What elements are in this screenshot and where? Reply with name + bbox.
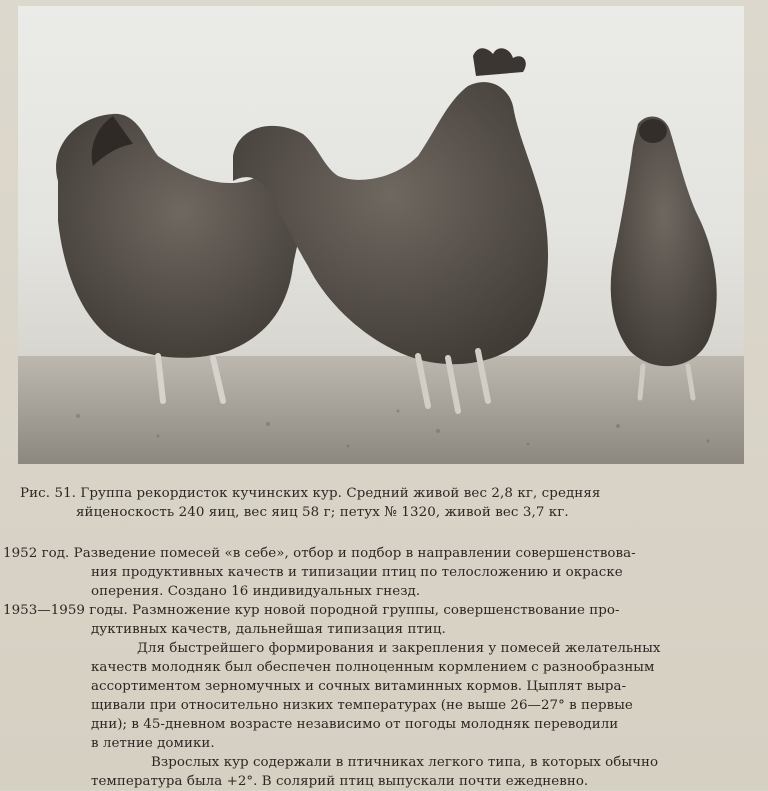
figure-caption: [20, 484, 750, 522]
text-line-9: щивали при относительно низких температурах (не выше 26—27° в первые: [91, 698, 633, 713]
text-line-3: оперения. Создано 16 индивидуальных гнезд.: [91, 584, 421, 599]
caption-line-2: яйценоскость 240 яиц, вес яиц 58 г; петух № 1320, живой вес 3,7 кг.: [76, 505, 569, 520]
chicken-photo: [18, 6, 744, 464]
text-line-13: температура была +2°. В солярий птиц выпускали почти ежедневно.: [91, 774, 589, 789]
text-line-4: 1953—1959 годы. Размножение кур новой породной группы, совершенствование про-: [3, 603, 620, 618]
hen-right: [611, 117, 717, 398]
body-text: [3, 544, 763, 791]
text-line-12: Взрослых кур содержали в птичниках легкого типа, в которых обычно: [151, 755, 659, 770]
text-line-2: ния продуктивных качеств и типизации птиц по телосложению и окраске: [91, 565, 623, 580]
text-line-11: в летние домики.: [91, 736, 215, 751]
caption-line-1: Рис. 51. Группа рекордисток кучинских кур. Средний живой вес 2,8 кг, средняя: [20, 486, 601, 501]
text-line-5: дуктивных качеств, дальнейшая типизация птиц.: [91, 622, 446, 637]
text-line-1: 1952 год. Разведение помесей «в себе», отбор и подбор в направлении совершенствова-: [3, 546, 636, 561]
text-line-6: Для быстрейшего формирования и закрепления у помесей желательных: [137, 641, 661, 656]
ground: [18, 356, 744, 464]
text-line-8: ассортиментом зерномучных и сочных витаминных кормов. Цыплят выра-: [91, 679, 627, 694]
text-line-10: дни); в 45-дневном возрасте независимо от погоды молодняк переводили: [91, 717, 619, 732]
text-line-7: качеств молодняк был обеспечен полноценным кормлением с разнообразным: [91, 660, 655, 675]
chicken-photo-drawing: [18, 6, 744, 464]
